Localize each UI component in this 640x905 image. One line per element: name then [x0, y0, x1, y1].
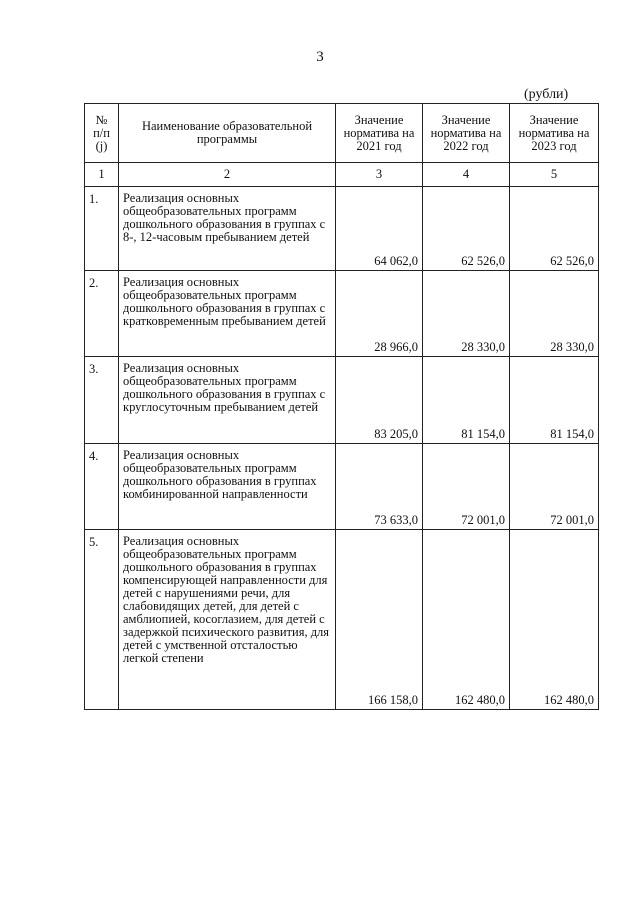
norms-table [84, 103, 599, 710]
row-number: 4. [85, 444, 119, 530]
column-index: 2 [119, 163, 336, 187]
header-2022: Значение норматива на 2022 год [423, 104, 510, 163]
column-index: 4 [423, 163, 510, 187]
value-2023: 62 526,0 [510, 187, 599, 271]
row-number: 2. [85, 271, 119, 357]
header-name: Наименование образовательной программы [119, 104, 336, 163]
table-row [85, 271, 599, 357]
column-index-row [85, 163, 599, 187]
column-index: 3 [336, 163, 423, 187]
value-2022: 162 480,0 [423, 530, 510, 710]
row-number: 3. [85, 357, 119, 444]
value-2023: 162 480,0 [510, 530, 599, 710]
program-name: Реализация основных общеобразовательных программ дошкольного образования в группах с 8-, 12-часовым пребыванием детей [119, 187, 336, 271]
header-2023: Значение норматива на 2023 год [510, 104, 599, 163]
row-number: 5. [85, 530, 119, 710]
value-2022: 81 154,0 [423, 357, 510, 444]
table-row [85, 187, 599, 271]
value-2022: 62 526,0 [423, 187, 510, 271]
unit-label: (рубли) [524, 87, 569, 102]
program-name: Реализация основных общеобразовательных программ дошкольного образования в группах с круглосуточным пребыванием детей [119, 357, 336, 444]
header-row [85, 104, 599, 163]
program-name: Реализация основных общеобразовательных программ дошкольного образования в группах с кратковременным пребыванием детей [119, 271, 336, 357]
value-2022: 28 330,0 [423, 271, 510, 357]
value-2021: 73 633,0 [336, 444, 423, 530]
value-2023: 81 154,0 [510, 357, 599, 444]
table-row [85, 444, 599, 530]
value-2022: 72 001,0 [423, 444, 510, 530]
column-index: 1 [85, 163, 119, 187]
value-2023: 72 001,0 [510, 444, 599, 530]
value-2021: 28 966,0 [336, 271, 423, 357]
program-name: Реализация основных общеобразовательных программ дошкольного образования в группах компенсирующей направленности для детей с нарушениями речи, для слабовидящих детей, для детей с амблиопией, косоглазием, для детей с задержкой психического развития, для детей с умственной отсталостью легкой степени [119, 530, 336, 710]
header-num: № п/п (j) [85, 104, 119, 163]
program-name: Реализация основных общеобразовательных программ дошкольного образования в группах комбинированной направленности [119, 444, 336, 530]
table-row [85, 357, 599, 444]
value-2021: 64 062,0 [336, 187, 423, 271]
value-2021: 83 205,0 [336, 357, 423, 444]
header-2021: Значение норматива на 2021 год [336, 104, 423, 163]
value-2021: 166 158,0 [336, 530, 423, 710]
table-row [85, 530, 599, 710]
page-number: 3 [316, 49, 324, 65]
value-2023: 28 330,0 [510, 271, 599, 357]
row-number: 1. [85, 187, 119, 271]
column-index: 5 [510, 163, 599, 187]
